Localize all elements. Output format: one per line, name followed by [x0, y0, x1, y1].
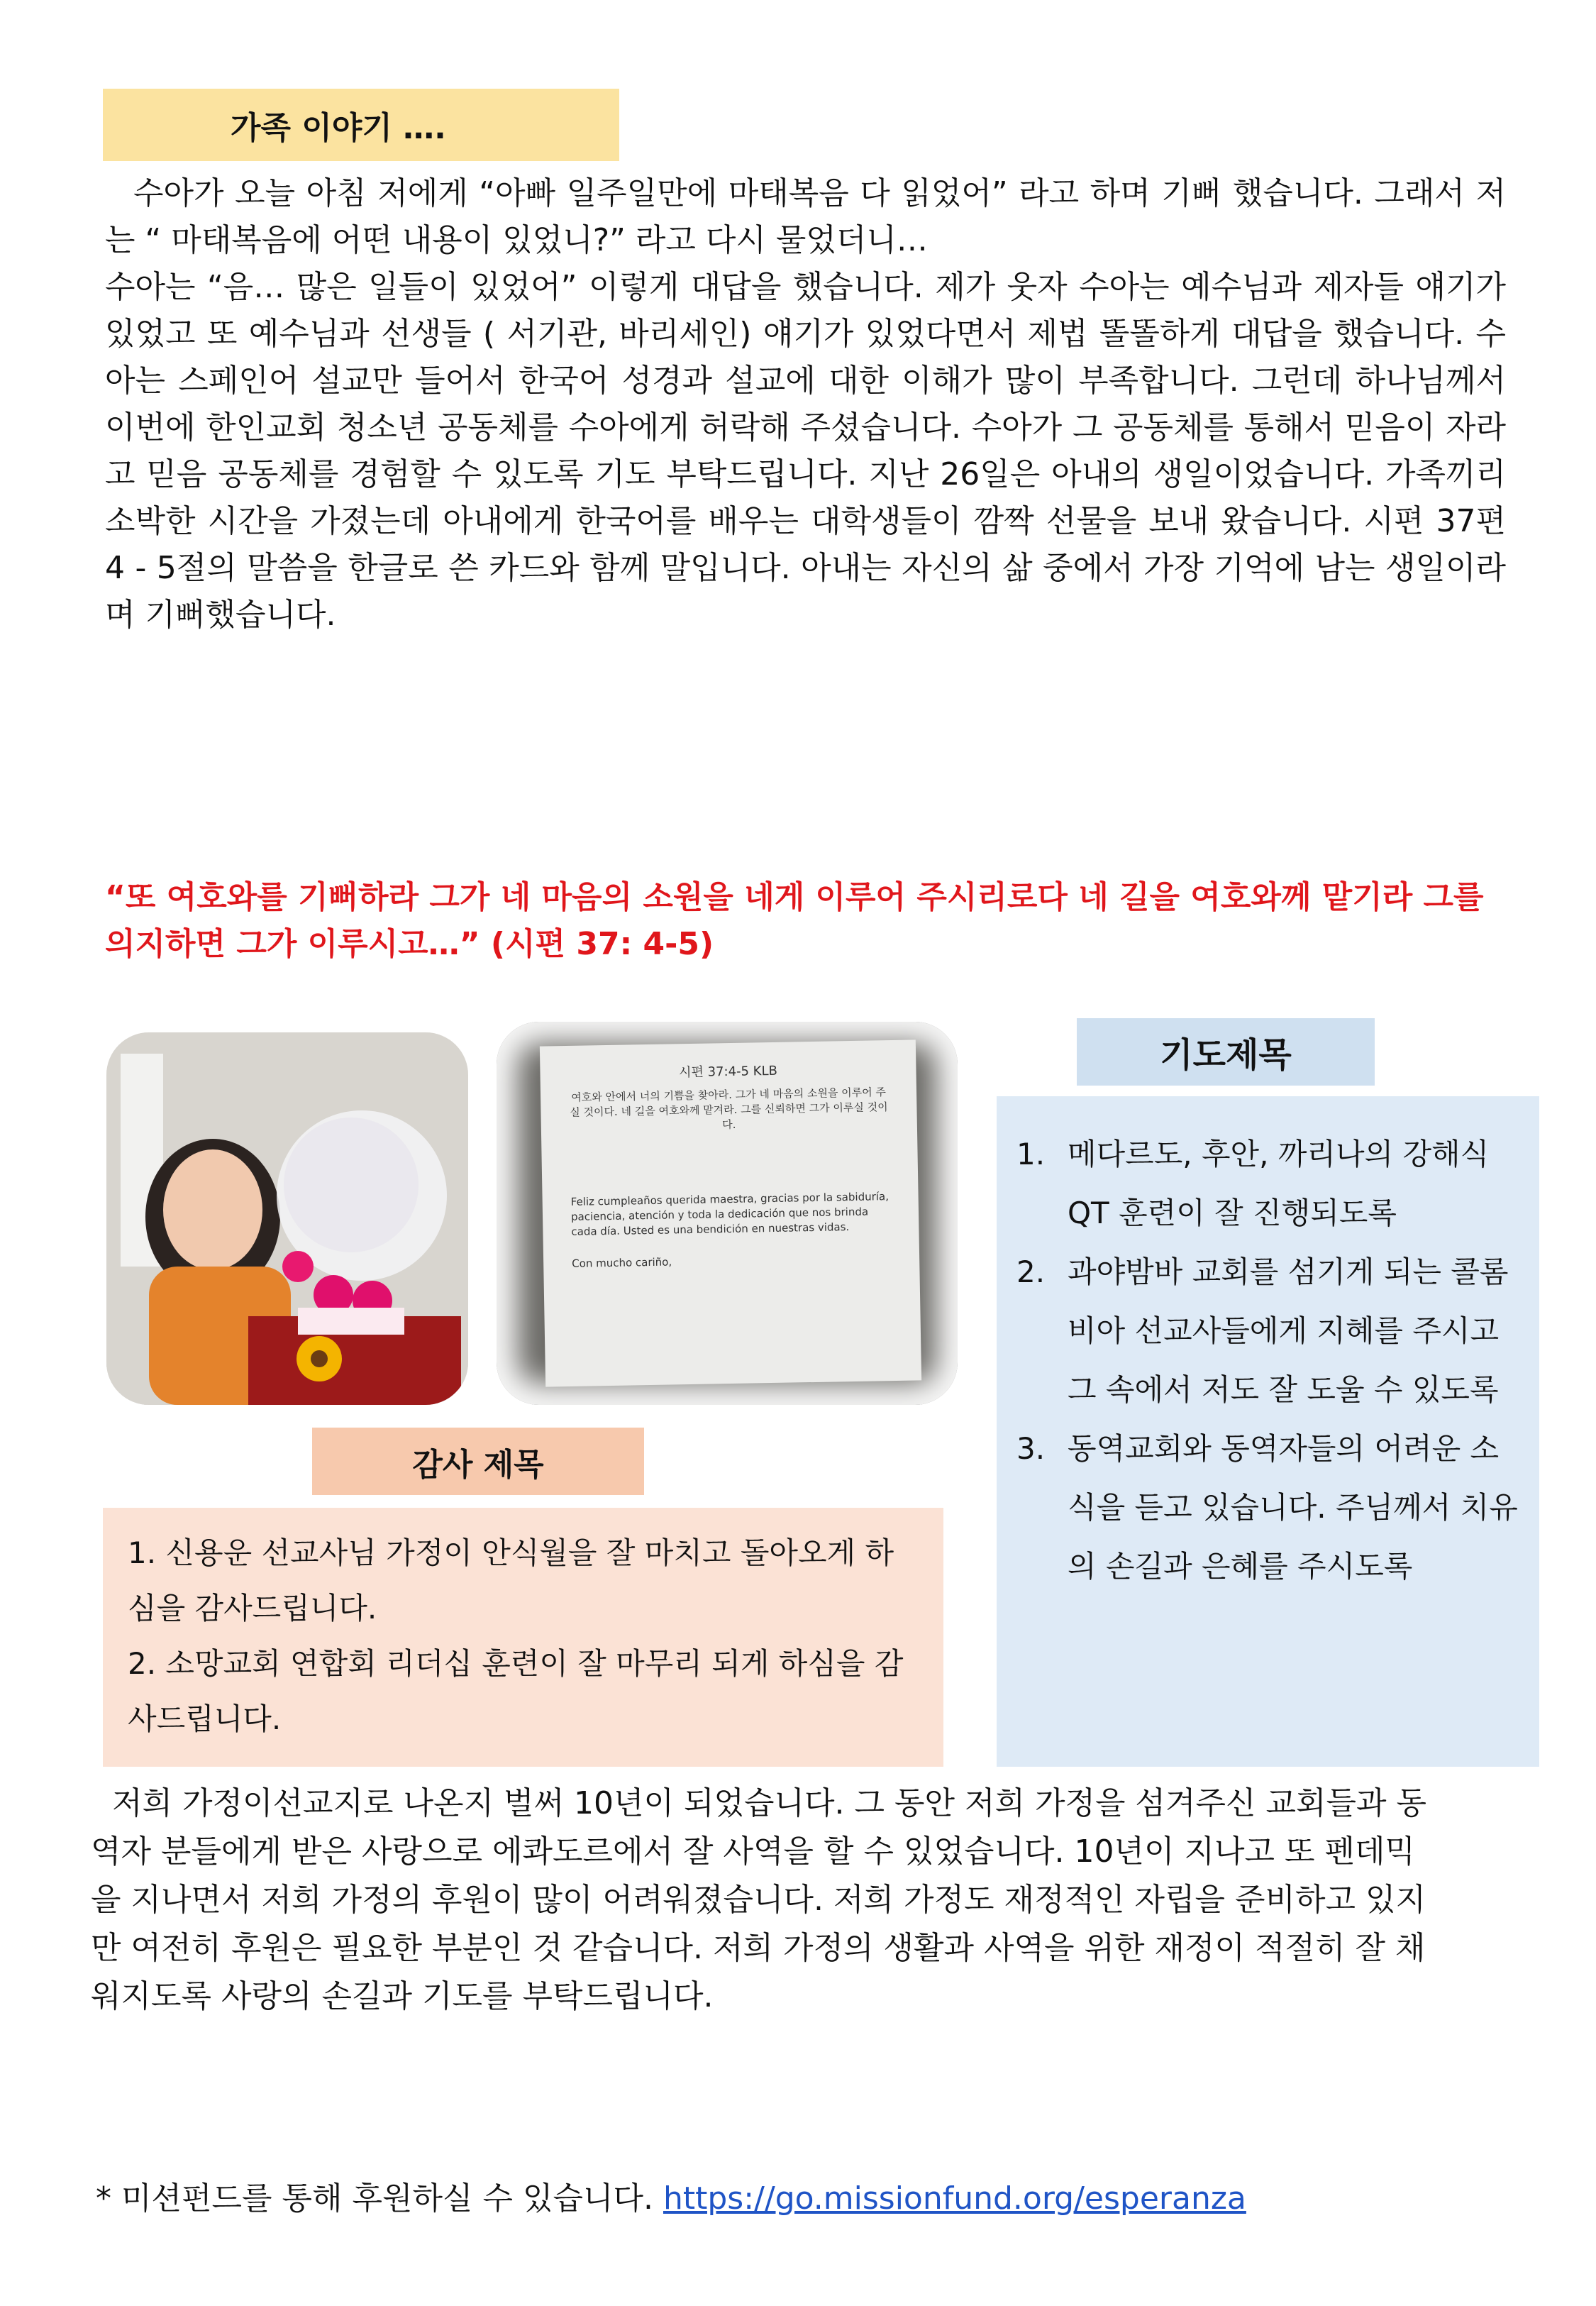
- scripture-verse: “또 여호와를 기뻐하라 그가 네 마음의 소원을 네게 이루어 주시리로다 네 길을 여호와께 맡기라 그를 의지하면 그가 이루시고…” (시편 37: 4-5): [105, 879, 1484, 962]
- thanks-item: 1. 신용운 선교사님 가정이 안식월을 잘 마치고 돌아오게 하심을 감사드립니다.: [128, 1535, 894, 1626]
- missionfund-text: * 미션펀드를 통해 후원하실 수 있습니다.: [96, 2180, 653, 2217]
- birthday-card: [540, 1039, 921, 1386]
- prayer-item-number: 2.: [1016, 1254, 1046, 1289]
- missionfund-line: [96, 2175, 1246, 2223]
- prayer-item-number: 1.: [1016, 1137, 1046, 1171]
- birthday-photo: [106, 1032, 468, 1405]
- card-signoff: Con mucho cariño,: [572, 1255, 672, 1270]
- missionfund-link[interactable]: https://go.missionfund.org/esperanza: [663, 2180, 1246, 2217]
- page-title: 가족 이야기 ….: [231, 110, 446, 146]
- prayer-item: [1016, 1419, 1519, 1596]
- prayer-item-text: 메다르도, 후안, 까리나의 강해식 QT 훈련이 잘 진행되도록: [1068, 1137, 1490, 1230]
- card-spanish-text: Feliz cumpleaños querida maestra, gracias por la sabiduría, paciencia, atención y toda la dedicación que nos brinda cada día. Usted es una bendición en nuestras vidas.: [570, 1190, 890, 1238]
- story-paragraph-2: 수아는 “음… 많은 일들이 있었어” 이렇게 대답을 했습니다. 제가 웃자 수아는 예수님과 제자들 얘기가 있었고 또 예수님과 선생들 ( 서기관, 바리세인) 얘기가 있었다면서 제법 똘똘하게 대답을 했습니다. 수아는 스페인어 설교만 들어서 한국어 성경과 설교에 대한 이해가 많이 부족합니다. 그런데 하나님께서 이번에 한인교회 청소년 공동체를 수아에게 허락해 주셨습니다. 수아가 그 공동체를 통해서 믿음이 자라고 믿음 공동체를 경험할 수 있도록 기도 부탁드립니다. 지난 26일은 아내의 생일이었습니다. 가족끼리 소박한 시간을 가졌는데 아내에게 한국어를 배우는 대학생들이 깜짝 선물을 보내 왔습니다. 시편 37편 4 - 5절의 말씀을 한글로 쓴 카드와 함께 말입니다. 아내는 자신의 삶 중에서 가장 기억에 남는 생일이라며 기뻐했습니다.: [105, 269, 1506, 633]
- thanks-list: [103, 1508, 943, 1767]
- closing-text: [91, 1780, 1439, 2021]
- card-header: 시편 37:4-5 KLB: [678, 1063, 778, 1081]
- story-paragraph-1: 수아가 오늘 아침 저에게 “아빠 일주일만에 마태복음 다 읽었어” 라고 하며 기뻐 했습니다. 그래서 저는 “ 마태복음에 어떤 내용이 있었니?” 라고 다시 물었더니…: [105, 175, 1506, 258]
- birthday-card-photo: [497, 1022, 958, 1405]
- prayer-item: [1016, 1242, 1519, 1419]
- prayer-item: [1016, 1125, 1519, 1242]
- prayer-list: [997, 1096, 1539, 1767]
- birthday-photo-image: [106, 1032, 468, 1405]
- prayer-title: 기도제목: [1077, 1018, 1375, 1086]
- card-korean-text: 여호와 안에서 너의 기쁨을 찾아라. 그가 네 마음의 소원을 이루어 주실 것이다. 네 길을 여호와께 맡겨라. 그를 신뢰하면 그가 이루실 것이다.: [570, 1086, 888, 1132]
- thanks-item: 2. 소망교회 연합회 리더십 훈련이 잘 마무리 되게 하심을 감사드립니다.: [128, 1646, 904, 1736]
- prayer-item-text: 동역교회와 동역자들의 어려운 소식을 듣고 있습니다. 주님께서 치유의 손길과 은혜를 주시도록: [1068, 1431, 1518, 1584]
- prayer-item-text: 과야밤바 교회를 섬기게 되는 콜롬비아 선교사들에게 지혜를 주시고 그 속에서 저도 잘 도울 수 있도록: [1068, 1254, 1509, 1407]
- thanks-title: 감사 제목: [312, 1428, 644, 1495]
- prayer-item-number: 3.: [1016, 1431, 1046, 1466]
- page-title-box: [103, 89, 619, 161]
- closing-paragraph: 저희 가정이선교지로 나온지 벌써 10년이 되었습니다. 그 동안 저희 가정을 섬겨주신 교회들과 동역자 분들에게 받은 사랑으로 에콰도르에서 잘 사역을 할 수 있었습니다. 10년이 지나고 또 펜데믹을 지나면서 저희 가정의 후원이 많이 어려워졌습니다. 저희 가정도 재정적인 자립을 준비하고 있지만 여전히 후원은 필요한 부분인 것 같습니다. 저희 가정의 생활과 사역을 위한 재정이 적절히 잘 채워지도록 사랑의 손길과 기도를 부탁드립니다.: [91, 1785, 1426, 2014]
- story-text: [105, 170, 1506, 639]
